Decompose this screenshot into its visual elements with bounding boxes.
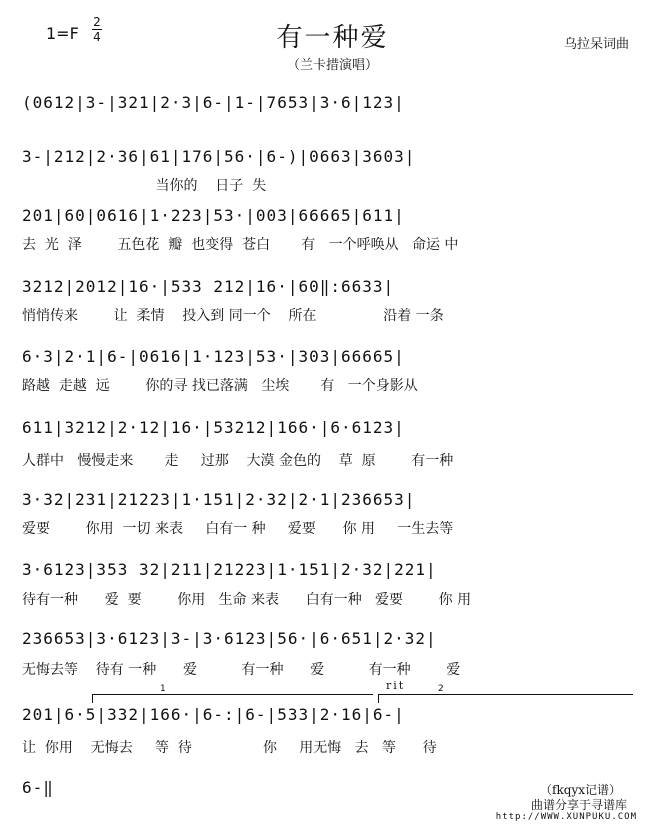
notation-line-7: 3·32|231|21223|1·151|2·32|2·1|236653| xyxy=(22,490,416,509)
lyric-line-10: 让 你用 无悔去 等 待 你 用无悔 去 等 待 xyxy=(22,740,437,756)
source-url: http://WWW.XUNPUKU.COM xyxy=(495,812,637,822)
notation-line-3: 201|60|0616|1·223|53·|003|66665|611| xyxy=(22,206,405,225)
lyric-line-5: 路越 走越 远 你的寻 找已落满 尘埃 有 一个身影从 xyxy=(22,378,418,394)
lyric-line-6: 人群中 慢慢走来 走 过那 大漠 金色的 草 原 有一种 xyxy=(22,453,454,469)
notation-line-4: 3212|2012|16·|533 212|16·|60‖:6633| xyxy=(22,277,395,296)
transcriber-credit: （fkqyx记谱） xyxy=(540,783,621,797)
notation-line-9: 236653|3·6123|3-|3·6123|56·|6·651|2·32| xyxy=(22,629,437,648)
second-ending-bracket xyxy=(378,694,633,703)
notation-line-5: 6·3|2·1|6-|0616|1·123|53·|303|66665| xyxy=(22,347,405,366)
lyric-line-9: 无悔去等 待有 一种 爱 有一种 爱 有一种 爱 xyxy=(22,662,461,678)
notation-line-10: 201|6·5|332|166·|6-:|6-|533|2·16|6-| xyxy=(22,705,405,724)
key-signature: 1=F xyxy=(46,24,79,43)
notation-line-8: 3·6123|353 32|211|21223|1·151|2·32|221| xyxy=(22,560,437,579)
composer-credit: 乌拉呆词曲 xyxy=(563,37,629,52)
second-ending-number: 2 xyxy=(438,684,444,694)
time-signature-top: 2 xyxy=(93,15,101,29)
first-ending-bracket xyxy=(92,694,373,703)
performer-subtitle: （兰卡措演唱） xyxy=(286,58,378,73)
lyric-line-2: 当你的 日子 失 xyxy=(22,178,267,194)
lyric-line-8: 待有一种 爱 要 你用 生命 来表 白有一种 爱要 你 用 xyxy=(22,592,472,608)
notation-line-2: 3-|212|2·36|61|176|56·|6-)|0663|3603| xyxy=(22,147,416,166)
song-title: 有一种爱 xyxy=(276,23,389,53)
ritardando-marking: rit xyxy=(386,679,406,692)
lyric-line-3: 去 光 泽 五色花 瓣 也变得 苍白 有 一个呼唤从 命运 中 xyxy=(22,237,459,253)
first-ending-number: 1 xyxy=(160,684,166,694)
lyric-line-7: 爱要 你用 一切 来表 白有一 种 爱要 你 用 一生去等 xyxy=(22,521,454,537)
lyric-line-4: 悄悄传来 让 柔情 投入到 同一个 所在 沿着 一条 xyxy=(22,308,444,324)
source-note: 曲谱分享于寻谱库 xyxy=(530,798,627,812)
time-signature-bottom: 4 xyxy=(93,30,101,44)
notation-line-11: 6-‖ xyxy=(22,778,54,797)
notation-line-1: (0612|3-|321|2·3|6-|1-|7653|3·6|123| xyxy=(22,93,405,112)
notation-line-6: 611|3212|2·12|16·|53212|166·|6·6123| xyxy=(22,418,405,437)
